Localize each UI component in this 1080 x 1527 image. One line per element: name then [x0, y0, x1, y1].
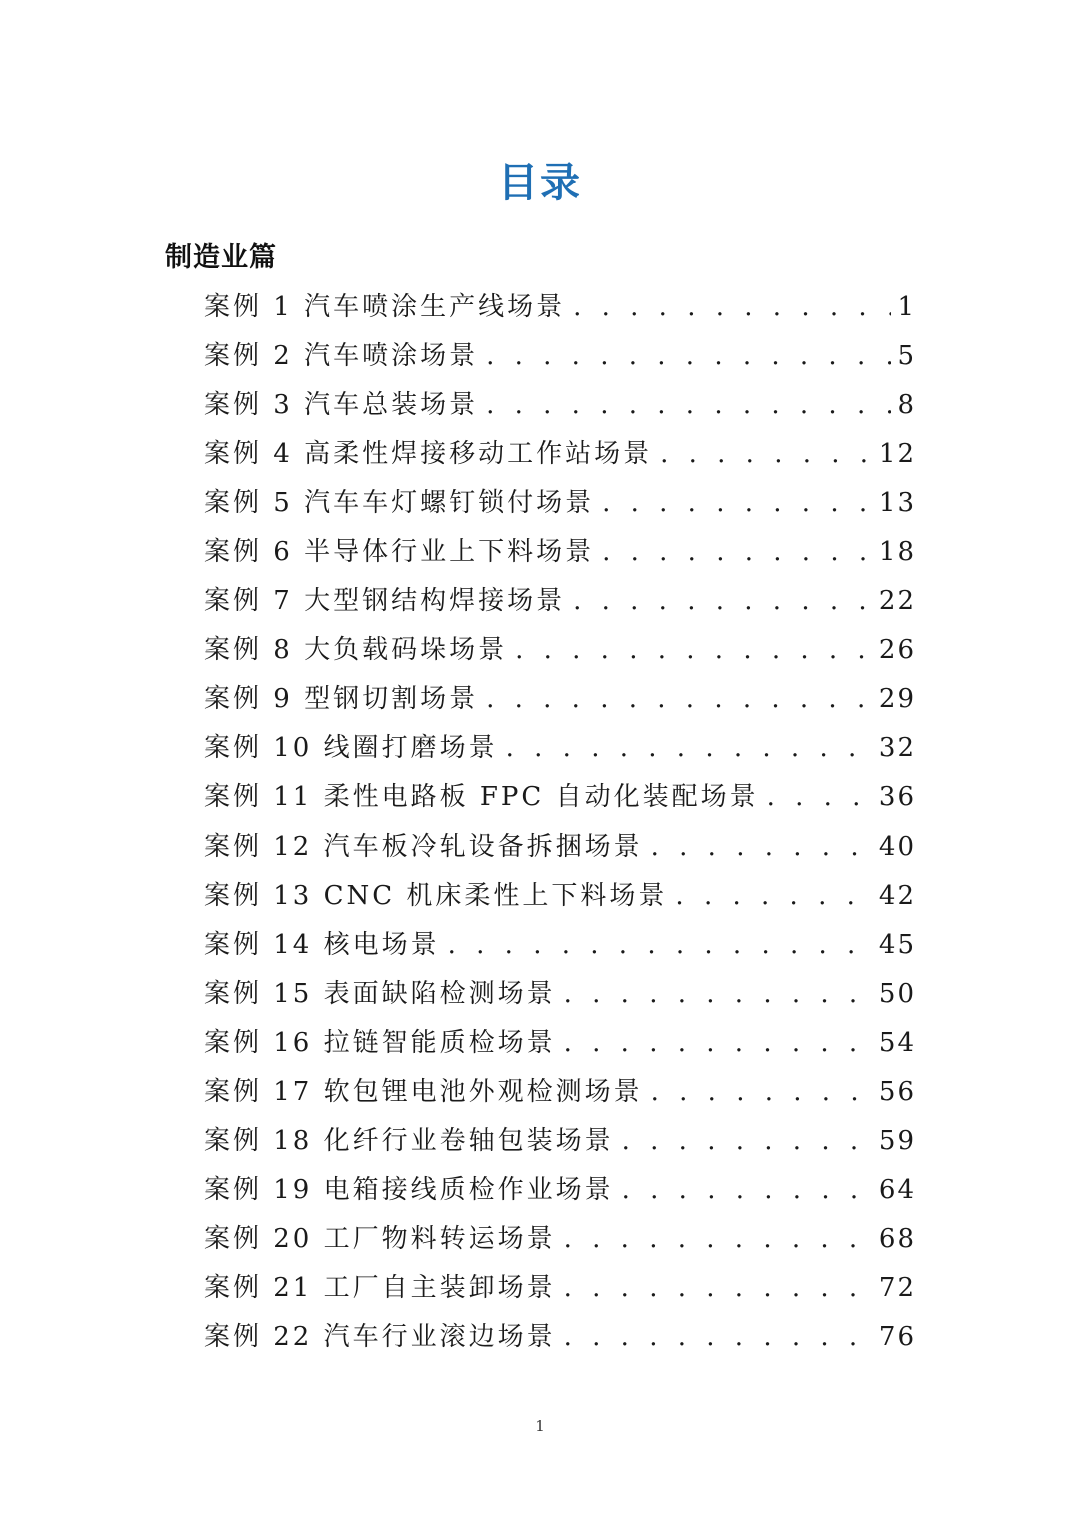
- toc-entry-page: 5: [897, 341, 916, 372]
- page-title: 目录: [498, 159, 582, 206]
- toc-entry-page: 64: [878, 1174, 916, 1205]
- toc-entry-title: 案例 6 半导体行业上下料场景: [204, 537, 595, 568]
- toc-entry-page: 29: [878, 684, 916, 715]
- toc-entry-title: 案例 8 大负载码垛场景: [204, 635, 508, 666]
- toc-entry[interactable]: [204, 970, 916, 1019]
- toc-entry-page: 36: [878, 782, 916, 813]
- toc-entry[interactable]: [204, 1068, 916, 1117]
- toc-entry[interactable]: [204, 283, 916, 332]
- toc-dot-leader: [651, 823, 873, 872]
- toc-entry-page: 72: [878, 1272, 916, 1303]
- toc-entry[interactable]: [204, 1166, 916, 1215]
- toc-dot-leader: [602, 479, 873, 528]
- toc-entry[interactable]: [204, 430, 916, 479]
- toc-entry-title: 案例 21 工厂自主装卸场景: [204, 1272, 556, 1303]
- toc-dot-leader: [486, 675, 873, 724]
- toc-entry[interactable]: [204, 381, 916, 430]
- toc-entry-page: 12: [878, 439, 916, 470]
- toc-entry[interactable]: [204, 872, 916, 921]
- toc-dot-leader: [486, 332, 891, 381]
- toc-entry-title: 案例 19 电箱接线质检作业场景: [204, 1174, 614, 1205]
- toc-entry-page: 1: [897, 292, 916, 322]
- toc-dot-leader: [515, 626, 873, 675]
- toc-entry-title: 案例 1 汽车喷涂生产线场景: [204, 292, 566, 322]
- toc-entry[interactable]: [204, 675, 916, 724]
- toc-entry-title: 案例 9 型钢切割场景: [204, 684, 479, 715]
- toc-entry-page: 42: [878, 880, 916, 911]
- toc-dot-leader: [486, 381, 891, 430]
- toc-entry[interactable]: [204, 823, 916, 872]
- toc-entry-title: 案例 18 化纤行业卷轴包装场景: [204, 1125, 614, 1156]
- toc-entry[interactable]: [204, 332, 916, 381]
- toc-entry-page: 56: [878, 1076, 916, 1107]
- toc-entry-title: 案例 15 表面缺陷检测场景: [204, 978, 556, 1009]
- toc-entry-page: 22: [878, 586, 916, 617]
- toc-entry-page: 59: [878, 1125, 916, 1156]
- toc-entry-title: 案例 2 汽车喷涂场景: [204, 341, 479, 372]
- toc-entry-title: 案例 7 大型钢结构焊接场景: [204, 586, 566, 617]
- toc-entry[interactable]: [204, 1313, 916, 1362]
- toc-dot-leader: [622, 1117, 873, 1166]
- toc-entry-title: 案例 4 高柔性焊接移动工作站场景: [204, 439, 653, 470]
- toc-dot-leader: [675, 872, 872, 921]
- toc-dot-leader: [651, 1068, 873, 1117]
- toc-entry-page: 40: [878, 831, 916, 862]
- toc-entry-title: 案例 13 CNC 机床柔性上下料场景: [204, 880, 668, 911]
- toc-entry-title: 案例 10 线圈打磨场景: [204, 733, 498, 764]
- toc-dot-leader: [564, 1215, 873, 1264]
- toc-entry-title: 案例 5 汽车车灯螺钉锁付场景: [204, 488, 595, 519]
- toc-entry-page: 50: [878, 978, 916, 1009]
- toc-dot-leader: [448, 921, 873, 970]
- toc-entry[interactable]: [204, 1215, 916, 1264]
- toc-entry-page: 76: [878, 1321, 916, 1352]
- toc-entry-title: 案例 20 工厂物料转运场景: [204, 1223, 556, 1254]
- toc-entry[interactable]: [204, 626, 916, 675]
- toc-entry-page: 18: [878, 537, 916, 568]
- toc-dot-leader: [564, 1019, 873, 1068]
- toc-entry-title: 案例 16 拉链智能质检场景: [204, 1027, 556, 1058]
- toc-entry-title: 案例 3 汽车总装场景: [204, 390, 479, 421]
- toc-entry[interactable]: [204, 921, 916, 970]
- toc-entry-page: 26: [878, 635, 916, 666]
- table-of-contents: [204, 283, 916, 1362]
- toc-dot-leader: [660, 430, 873, 479]
- toc-entry-title: 案例 11 柔性电路板 FPC 自动化装配场景: [204, 782, 759, 813]
- toc-entry-page: 13: [878, 488, 916, 519]
- toc-entry-title: 案例 22 汽车行业滚边场景: [204, 1321, 556, 1352]
- toc-dot-leader: [767, 773, 873, 822]
- toc-dot-leader: [506, 724, 873, 773]
- toc-entry-page: 45: [878, 929, 916, 960]
- toc-dot-leader: [564, 1313, 873, 1362]
- toc-entry-page: 54: [878, 1027, 916, 1058]
- toc-entry[interactable]: [204, 1117, 916, 1166]
- toc-entry-page: 32: [878, 733, 916, 764]
- toc-entry-page: 8: [897, 390, 916, 421]
- toc-entry[interactable]: [204, 1019, 916, 1068]
- toc-entry-title: 案例 12 汽车板冷轧设备拆捆场景: [204, 831, 643, 862]
- toc-entry[interactable]: [204, 479, 916, 528]
- toc-dot-leader: [622, 1166, 873, 1215]
- toc-dot-leader: [564, 1264, 873, 1313]
- toc-entry-page: 68: [878, 1223, 916, 1254]
- toc-entry[interactable]: [204, 773, 916, 822]
- section-heading: 制造业篇: [165, 242, 277, 273]
- page-number: 1: [535, 1417, 545, 1435]
- toc-entry[interactable]: [204, 528, 916, 577]
- toc-dot-leader: [602, 528, 873, 577]
- toc-dot-leader: [573, 283, 891, 332]
- toc-entry[interactable]: [204, 577, 916, 626]
- toc-dot-leader: [564, 970, 873, 1019]
- toc-entry-title: 案例 14 核电场景: [204, 929, 440, 960]
- toc-entry[interactable]: [204, 1264, 916, 1313]
- toc-entry[interactable]: [204, 724, 916, 773]
- toc-entry-title: 案例 17 软包锂电池外观检测场景: [204, 1076, 643, 1107]
- toc-dot-leader: [573, 577, 873, 626]
